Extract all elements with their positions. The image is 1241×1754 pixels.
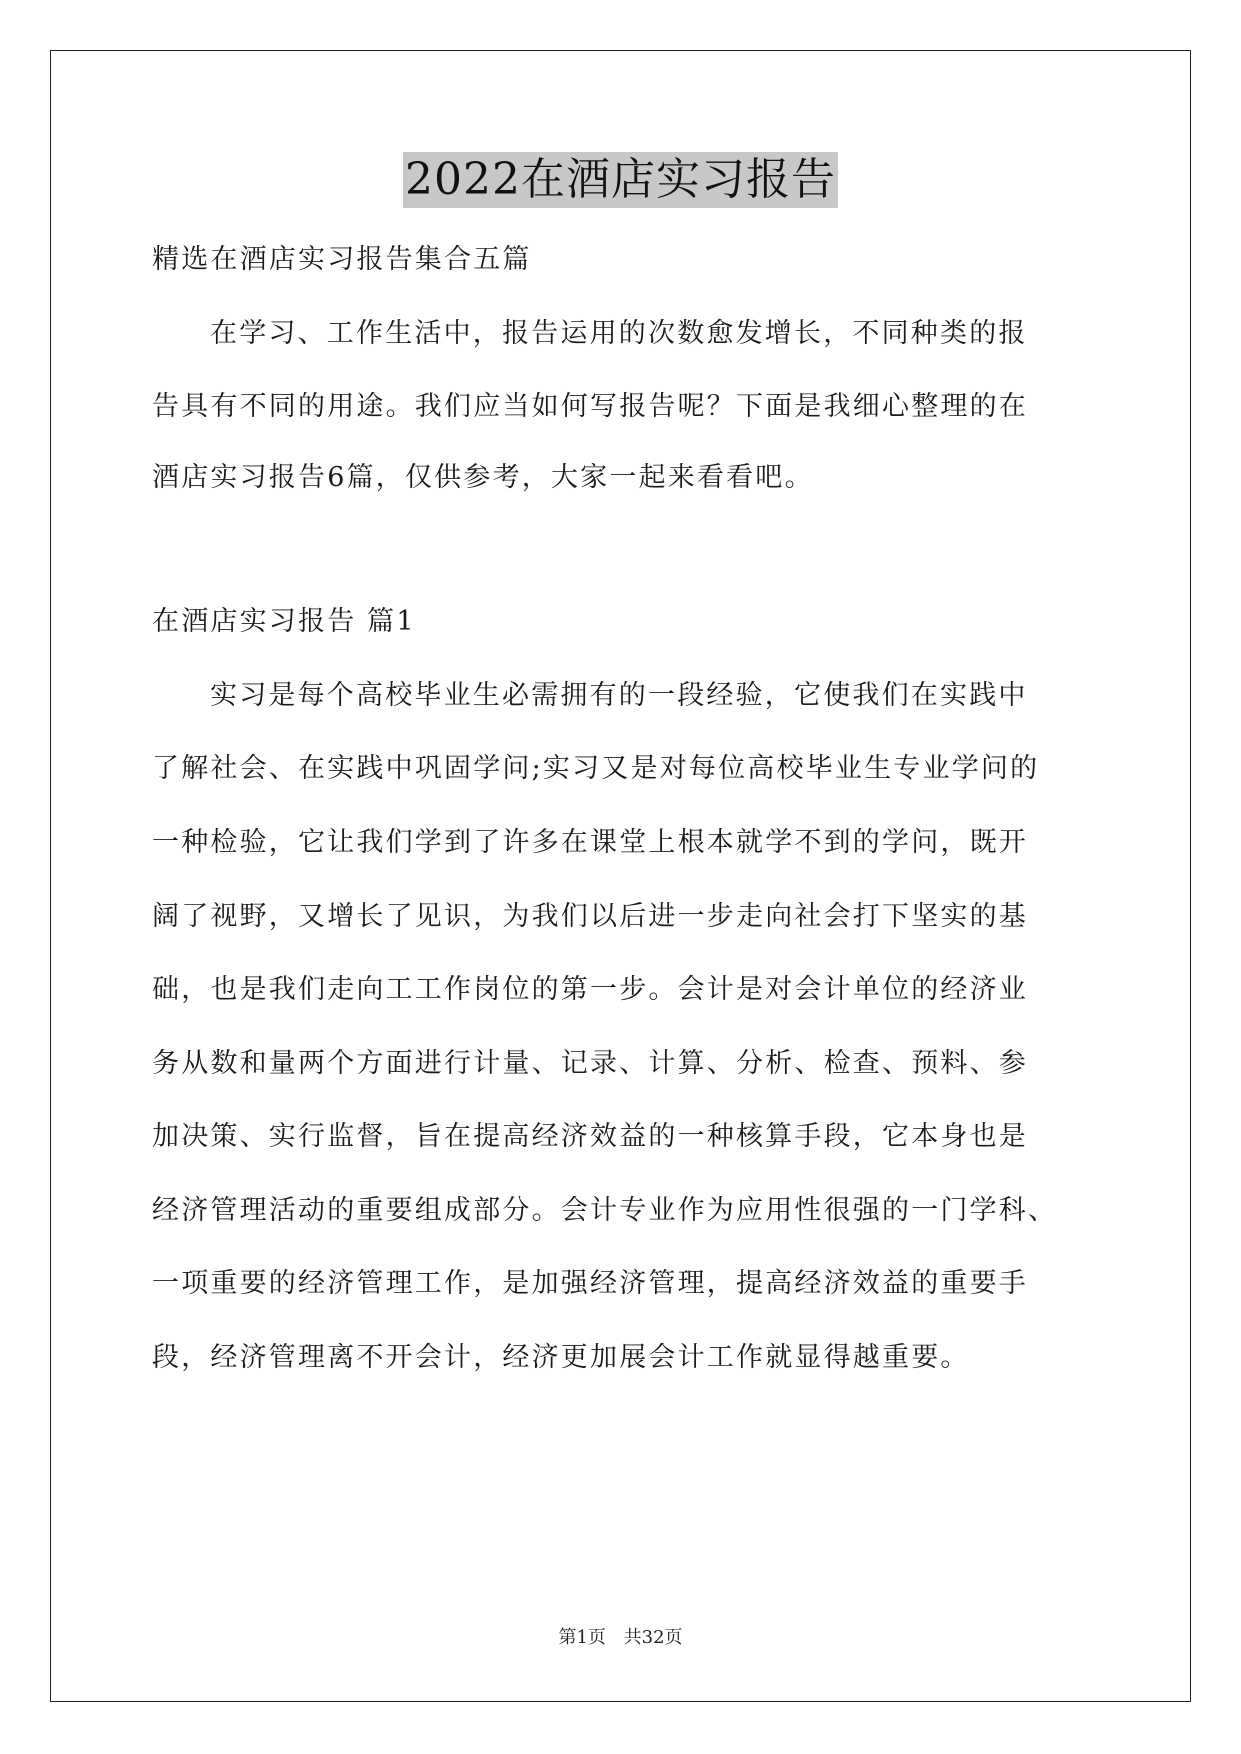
intro-line: 酒店实习报告6篇，仅供参考，大家一起来看看吧。 — [152, 462, 814, 493]
section-heading: 在酒店实习报告 篇1 — [152, 606, 416, 637]
page-number: 第1页 — [558, 1627, 606, 1648]
intro-line: 告具有不同的用途。我们应当如何写报告呢？下面是我细心整理的在 — [152, 391, 1028, 422]
body-line: 务从数和量两个方面进行计量、记录、计算、分析、检查、预料、参 — [152, 1048, 1028, 1079]
body-line: 加决策、实行监督，旨在提高经济效益的一种核算手段，它本身也是 — [152, 1121, 1028, 1152]
body-line: 段，经济管理离不开会计，经济更加展会计工作就显得越重要。 — [152, 1342, 970, 1373]
body-line: 阔了视野，又增长了见识，为我们以后进一步走向社会打下坚实的基 — [152, 901, 1028, 932]
body-line: 经济管理活动的重要组成部分。会计专业作为应用性很强的一门学科、 — [152, 1195, 1058, 1226]
page-border — [50, 50, 1191, 1702]
page-footer — [0, 1627, 1241, 1649]
page-total: 共32页 — [623, 1627, 683, 1648]
body-line: 一项重要的经济管理工作，是加强经济管理，提高经济效益的重要手 — [152, 1268, 1028, 1299]
title-container — [0, 152, 1241, 208]
body-line: 一种检验，它让我们学到了许多在课堂上根本就学不到的学问，既开 — [152, 827, 1028, 858]
body-line: 础，也是我们走向工工作岗位的第一步。会计是对会计单位的经济业 — [152, 974, 1028, 1005]
document-title: 2022在酒店实习报告 — [403, 152, 838, 208]
document-subtitle: 精选在酒店实习报告集合五篇 — [152, 244, 532, 275]
body-line: 实习是每个高校毕业生必需拥有的一段经验，它使我们在实践中 — [210, 680, 1028, 711]
body-line: 了解社会、在实践中巩固学问;实习又是对每位高校毕业生专业学问的 — [152, 753, 1040, 784]
intro-line: 在学习、工作生活中，报告运用的次数愈发增长，不同种类的报 — [210, 318, 1028, 349]
